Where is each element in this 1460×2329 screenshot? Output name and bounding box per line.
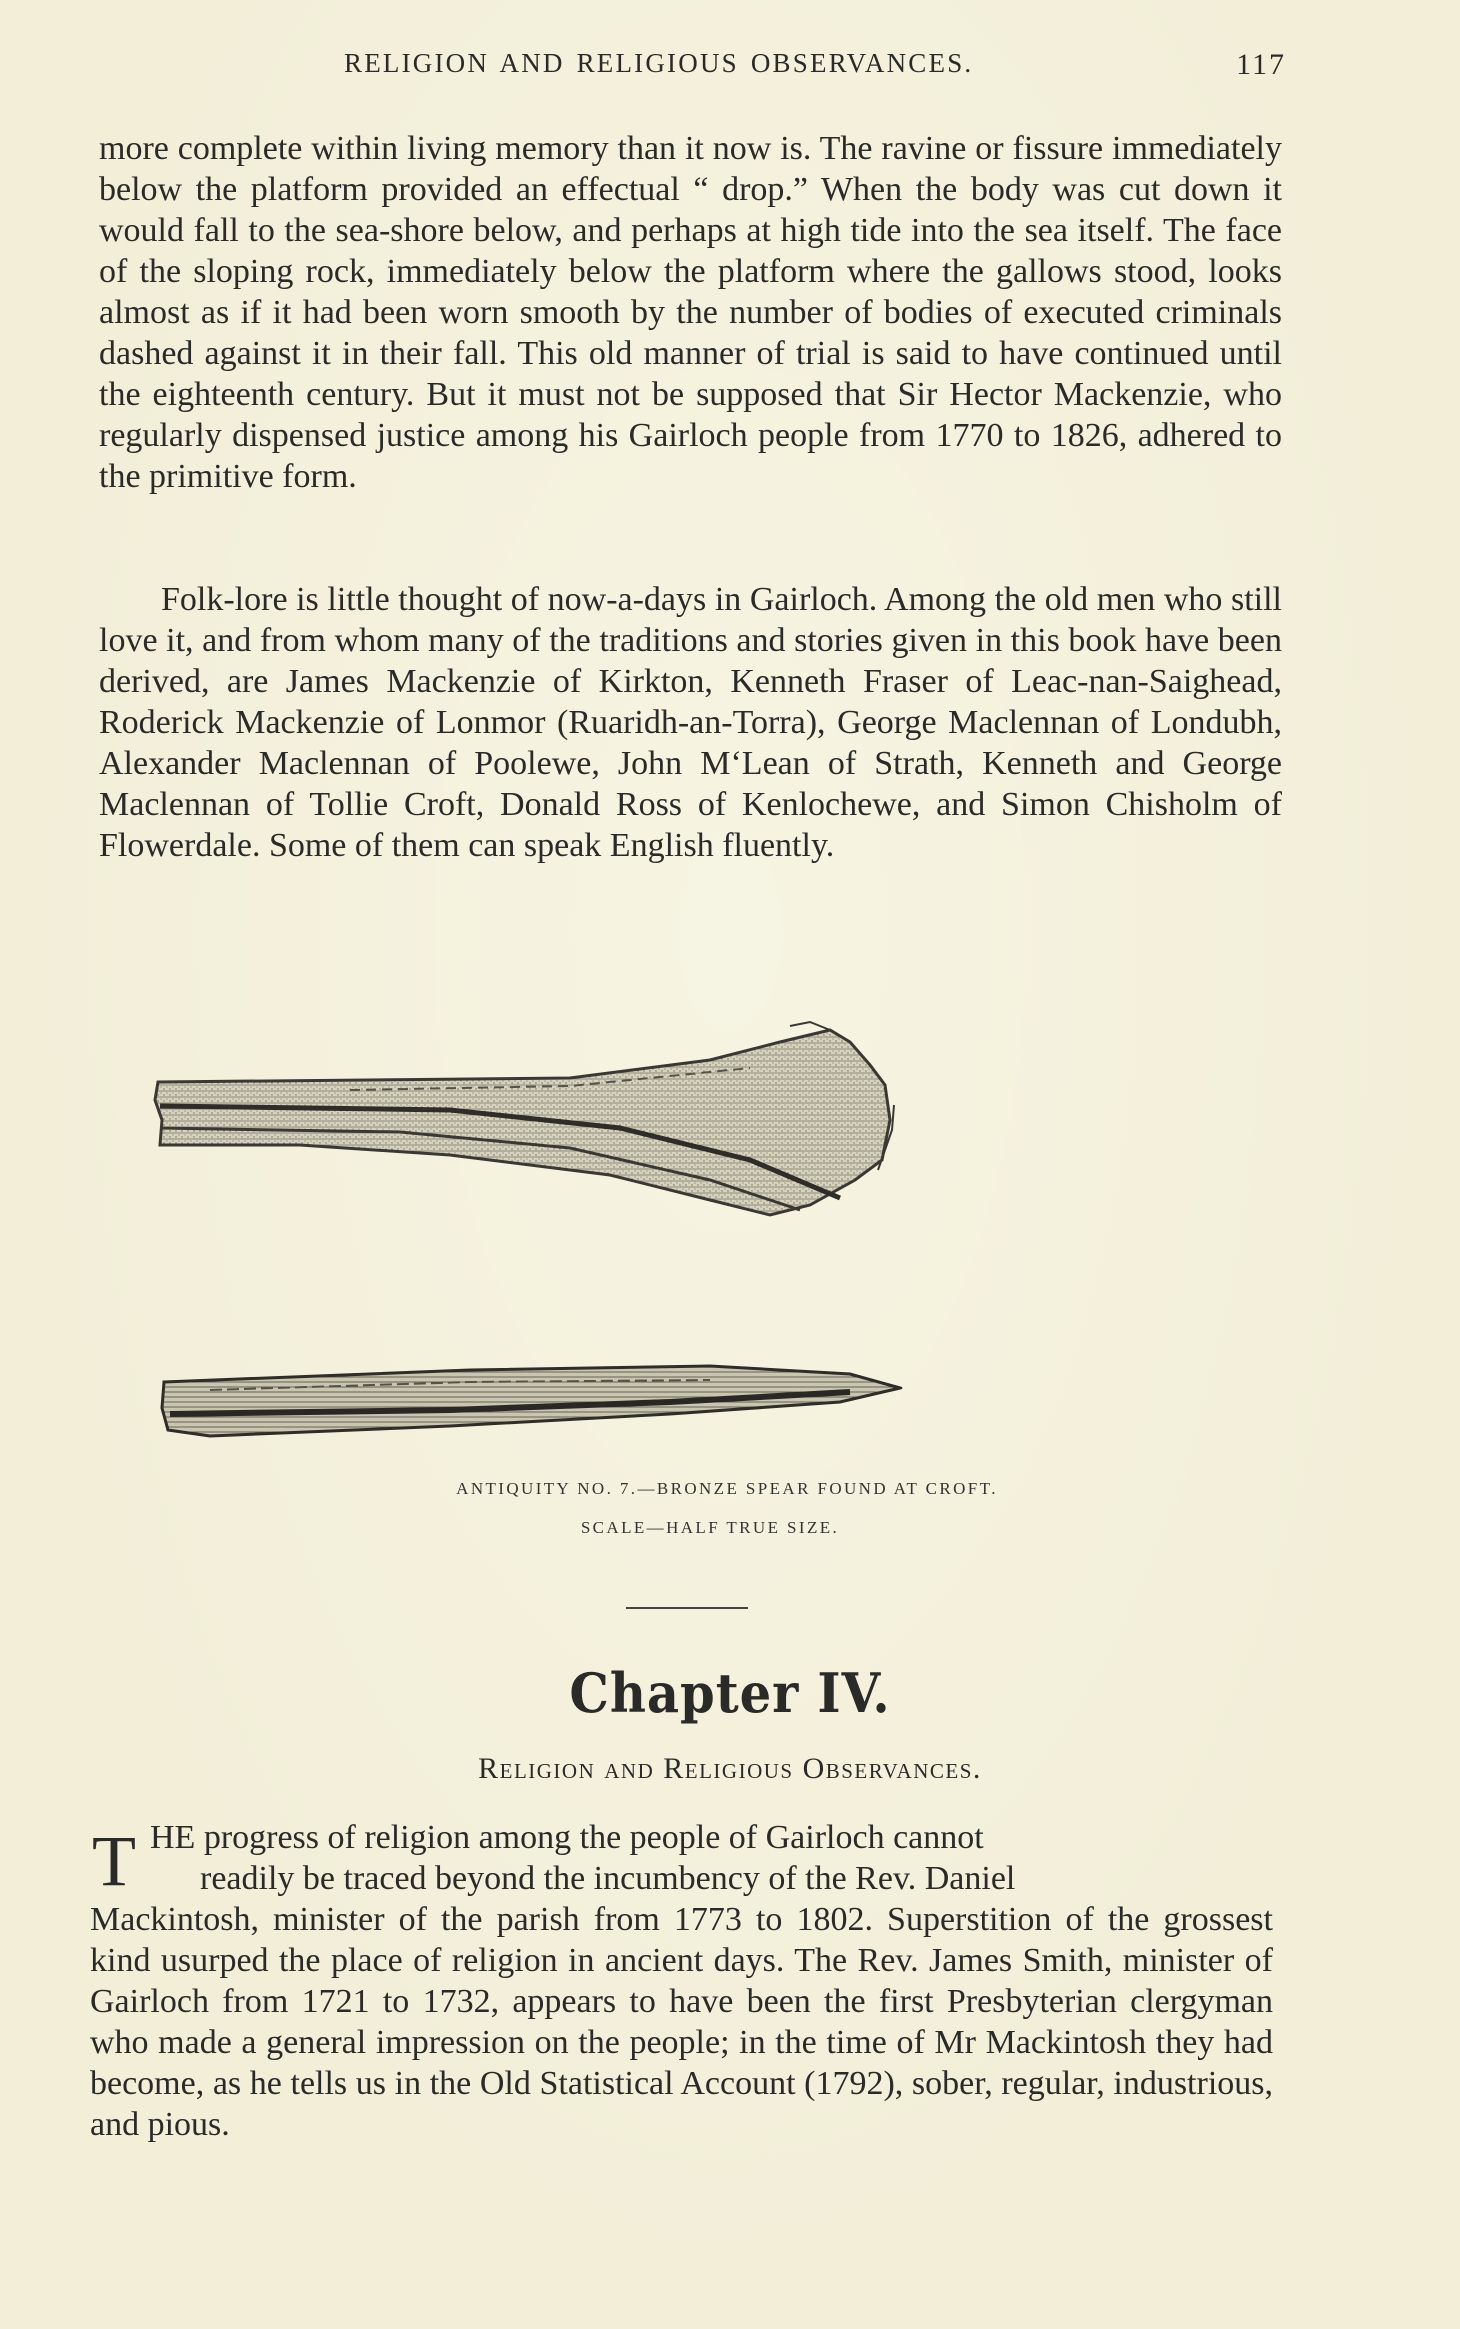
spear-upper-view [155, 1022, 894, 1215]
drop-cap: T [92, 1821, 136, 1901]
section-divider [626, 1607, 748, 1609]
opening-rest: Mackintosh, minister of the parish from 1773 to 1802. Superstition of the grossest kind usurped the place of religion in ancient days. The Rev. James Smith, minister of Gairloch from 1721 to 1732, appears to have been the first Presbyterian clergyman who made a general impression on the people; in the time of Mr Mackintosh they had become, as he tells us in the Old Statistical Account (1792), sober, regular, industrious, and pious. [90, 1901, 1273, 2143]
paragraph-folklore: Folk-lore is little thought of now-a-days in Gairloch. Among the old men who still love it, and from whom many of the traditions and stories given in this book have been derived, are James Mackenzie of Kirkton, Kenneth Fraser of Leac-nan-Saighead, Roderick Mackenzie of Lonmor (Ruaridh-an-Torra), George Maclennan of Londubh, Alexander Maclennan of Poolewe, John M‘Lean of Strath, Kenneth and George Maclennan of Tollie Croft, Donald Ross of Kenlochewe, and Simon Chisholm of Flowerdale. Some of them can speak English fluently. [99, 581, 1282, 864]
running-title: RELIGION AND RELIGIOUS OBSERVANCES. [344, 48, 974, 78]
opening-line-1: HE progress of religion among the people of Gairloch cannot [150, 1819, 984, 1856]
chapter-title: Religion and Religious Observances. [478, 1752, 982, 1785]
paragraph-religion-opening [90, 1817, 1273, 2145]
opening-line-2: readily be traced beyond the incumbency of the Rev. Daniel [200, 1860, 1016, 1897]
page-number: 117 [1236, 48, 1286, 81]
paragraph-gallows: more complete within living memory than it now is. The ravine or fissure immediately below the platform provided an effectual “ drop.” When the body was cut down it would fall to the sea-shore below, and perhaps at high tide into the sea itself. The face of the sloping rock, immediately below the platform where the gallows stood, looks almost as if it had been worn smooth by the number of bodies of executed criminals dashed against it in their fall. This old manner of trial is said to have continued until the eighteenth century. But it must not be supposed that Sir Hector Mackenzie, who regularly dispensed justice among his Gairloch people from 1770 to 1826, adhered to the primitive form. [99, 130, 1282, 495]
figure-caption: ANTIQUITY NO. 7.—BRONZE SPEAR FOUND AT CROFT. [456, 1479, 998, 1498]
bronze-spear-illustration [150, 1010, 1230, 1480]
figure-scale-note: SCALE—HALF TRUE SIZE. [580, 1518, 840, 1537]
chapter-heading: Chapter IV. [569, 1661, 891, 1725]
running-head [96, 48, 1286, 88]
spear-engraving [150, 1010, 1230, 1480]
spear-side-view [162, 1366, 902, 1436]
